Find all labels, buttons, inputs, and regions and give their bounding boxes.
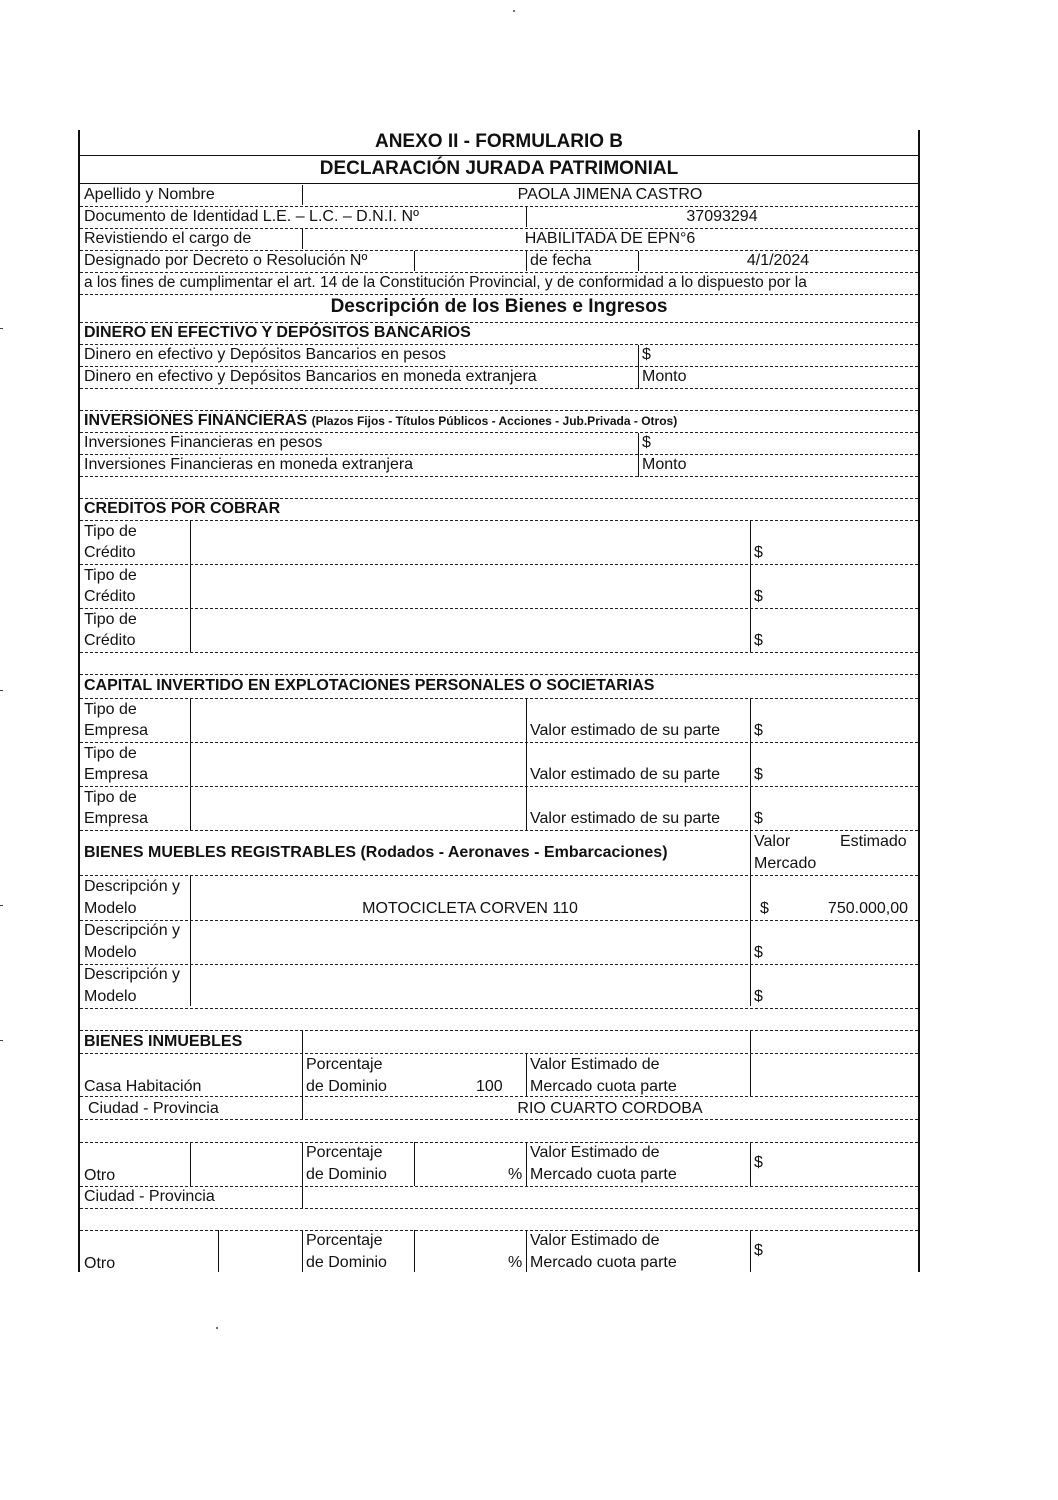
divider [638, 345, 639, 389]
legal-text: a los fines de cumplimentar el art. 14 de la Constitución Provincial, y de conformidad a lo dispuesto por la [84, 274, 807, 291]
mueble-3-unit: $ [754, 988, 763, 1005]
inmueble-1-ciudad-value: RIO CUARTO CORDOBA [517, 1100, 703, 1117]
divider [80, 964, 918, 965]
scan-speck [216, 1327, 218, 1329]
muebles-col-estimado: Estimado [840, 833, 907, 850]
divider [190, 875, 191, 1006]
divider [80, 1008, 918, 1009]
inmueble-1-pct-label-top: Porcentaje [306, 1056, 383, 1073]
inmueble-1-valor-label-bottom: Mercado cuota parte [530, 1078, 677, 1095]
divider [80, 564, 918, 565]
divider [80, 608, 918, 609]
muebles-section-title: BIENES MUEBLES REGISTRABLES (Rodados - Aeronaves - Embarcaciones) [84, 844, 668, 861]
inversiones-row-extranjera: Inversiones Financieras en moneda extranjera [84, 456, 414, 473]
divider [80, 388, 918, 389]
empresa-3-unit: $ [754, 810, 763, 827]
form-subtitle: DECLARACIÓN JURADA PATRIMONIAL [319, 158, 679, 179]
inmuebles-section-title: BIENES INMUEBLES [84, 1033, 243, 1050]
empresa-1-label-top: Tipo de [84, 701, 137, 718]
divider [190, 698, 191, 830]
divider [190, 1142, 191, 1186]
inversiones-row-pesos: Inversiones Financieras en pesos [84, 434, 323, 451]
divider [80, 1053, 918, 1054]
empresa-3-label-bottom: Empresa [84, 810, 149, 827]
divider [414, 251, 415, 271]
description-title: Descripción de los Bienes e Ingresos [330, 296, 668, 317]
divider [80, 920, 918, 921]
empresa-1-value-label: Valor estimado de su parte [530, 722, 721, 739]
inmueble-1-pct-label-bottom: de Dominio [306, 1078, 387, 1095]
divider [80, 1096, 918, 1097]
inmueble-2-valor-label-bottom: Mercado cuota parte [530, 1166, 677, 1183]
credito-3-label-bottom: Crédito [84, 632, 136, 649]
document-label: Documento de Identidad L.E. – L.C. – D.N.I. Nº [84, 208, 419, 225]
dinero-row-extranjera: Dinero en efectivo y Depósitos Bancarios en moneda extranjera [84, 368, 537, 385]
divider [750, 1230, 751, 1272]
mueble-1-unit: $ [760, 900, 769, 917]
credito-1-label-top: Tipo de [84, 523, 137, 540]
inversiones-title-note: (Plazos Fijos - Títulos Públicos - Acciones - Jub.Privada - Otros) [311, 414, 678, 428]
empresa-1-label-bottom: Empresa [84, 722, 149, 739]
scan-edge-mark [0, 690, 3, 691]
divider [80, 786, 918, 787]
divider [80, 294, 918, 295]
divider [80, 652, 918, 653]
credito-1-label-bottom: Crédito [84, 544, 136, 561]
divider [190, 520, 191, 652]
name-value: PAOLA JIMENA CASTRO [517, 186, 703, 203]
inmueble-3-valor-label-bottom: Mercado cuota parte [530, 1254, 677, 1271]
scan-edge-mark [0, 328, 3, 329]
divider [750, 1142, 751, 1186]
cargo-label: Revistiendo el cargo de [84, 230, 252, 247]
mueble-2-label-bottom: Modelo [84, 944, 137, 961]
mueble-2-unit: $ [754, 944, 763, 961]
divider [302, 1142, 303, 1208]
divider [80, 674, 918, 675]
inmueble-2-ciudad-label: Ciudad - Provincia [84, 1188, 215, 1205]
cargo-value: HABILITADA DE EPN°6 [524, 230, 696, 247]
empresa-2-label-bottom: Empresa [84, 766, 149, 783]
capital-section-title: CAPITAL INVERTIDO EN EXPLOTACIONES PERSONALES O SOCIETARIAS [84, 677, 655, 694]
mueble-2-label-top: Descripción y [84, 922, 181, 939]
name-label: Apellido y Nombre [84, 186, 215, 203]
divider [526, 1230, 527, 1272]
inmueble-1-label: Casa Habitación [84, 1078, 202, 1095]
inversiones-title: INVERSIONES FINANCIERAS [84, 412, 308, 429]
inmueble-3-pct-label-bottom: de Dominio [306, 1254, 387, 1271]
divider [80, 1230, 918, 1231]
fecha-value: 4/1/2024 [746, 252, 810, 269]
inmueble-2-unit: $ [754, 1154, 763, 1171]
divider [414, 1230, 415, 1272]
divider [526, 1142, 527, 1186]
inmueble-2-label: Otro [84, 1167, 116, 1184]
divider [80, 1030, 918, 1031]
scan-speck [513, 10, 515, 12]
divider [80, 1208, 918, 1209]
divider [302, 1230, 303, 1272]
divider [80, 476, 918, 477]
divider [218, 1230, 219, 1272]
dinero-extranjera-unit: Monto [642, 368, 687, 385]
inmueble-2-pct-label-bottom: de Dominio [306, 1166, 387, 1183]
divider [80, 1119, 918, 1120]
divider [638, 433, 639, 477]
form-sheet [78, 130, 920, 1272]
divider [414, 1142, 415, 1186]
credito-2-label-bottom: Crédito [84, 588, 136, 605]
inmueble-3-valor-label-top: Valor Estimado de [530, 1232, 660, 1249]
inmueble-2-pct-label-top: Porcentaje [306, 1144, 383, 1161]
inversiones-pesos-unit: $ [642, 434, 651, 451]
divider [750, 520, 751, 652]
scan-edge-mark [0, 1040, 3, 1041]
dinero-row-pesos: Dinero en efectivo y Depósitos Bancarios en pesos [84, 346, 446, 363]
decreto-label: Designado por Decreto o Resolución Nº [84, 252, 368, 269]
mueble-3-label-bottom: Modelo [84, 988, 137, 1005]
inmueble-3-pct-symbol: % [508, 1254, 523, 1271]
inmueble-2-pct-symbol: % [508, 1166, 523, 1183]
inmueble-1-valor-label-top: Valor Estimado de [530, 1056, 660, 1073]
document-value: 37093294 [686, 208, 758, 225]
divider [526, 698, 527, 830]
inmueble-1-pct-value: 100 [476, 1078, 503, 1095]
divider [80, 520, 918, 521]
dinero-pesos-unit: $ [642, 346, 651, 363]
divider [526, 1053, 527, 1096]
empresa-3-label-top: Tipo de [84, 789, 137, 806]
inversiones-section-title [84, 411, 677, 431]
mueble-1-label-bottom: Modelo [84, 900, 137, 917]
divider [80, 742, 918, 743]
muebles-col-mercado: Mercado [754, 855, 817, 872]
mueble-1-description: MOTOCICLETA CORVEN 110 [362, 900, 578, 917]
credito-2-label-top: Tipo de [84, 567, 137, 584]
empresa-3-value-label: Valor estimado de su parte [530, 810, 721, 827]
empresa-2-unit: $ [754, 766, 763, 783]
divider [80, 875, 918, 876]
mueble-1-label-top: Descripción y [84, 878, 181, 895]
credito-2-unit: $ [754, 588, 763, 605]
divider [80, 183, 918, 184]
inmueble-3-label: Otro [84, 1255, 116, 1272]
divider [302, 1030, 303, 1096]
credito-3-label-top: Tipo de [84, 611, 137, 628]
inmueble-3-pct-label-top: Porcentaje [306, 1232, 383, 1249]
inmueble-2-valor-label-top: Valor Estimado de [530, 1144, 660, 1161]
fecha-label: de fecha [530, 252, 592, 269]
scan-edge-mark [0, 905, 3, 906]
credito-1-unit: $ [754, 544, 763, 561]
mueble-3-label-top: Descripción y [84, 966, 181, 983]
empresa-2-label-top: Tipo de [84, 745, 137, 762]
divider [750, 698, 751, 830]
inmueble-1-ciudad-label: Ciudad - Provincia [88, 1100, 219, 1117]
credito-3-unit: $ [754, 632, 763, 649]
form-title: ANEXO II - FORMULARIO B [374, 131, 624, 152]
divider [80, 155, 918, 156]
muebles-col-valor: Valor [754, 833, 791, 850]
mueble-1-value: 750.000,00 [827, 900, 908, 917]
empresa-2-value-label: Valor estimado de su parte [530, 766, 721, 783]
divider [750, 830, 751, 1006]
inversiones-extranjera-unit: Monto [642, 456, 687, 473]
divider [80, 830, 918, 831]
empresa-1-unit: $ [754, 722, 763, 739]
divider [80, 1142, 918, 1143]
dinero-section-title: DINERO EN EFECTIVO Y DEPÓSITOS BANCARIOS [84, 324, 471, 341]
creditos-section-title: CREDITOS POR COBRAR [84, 500, 281, 517]
divider [80, 698, 918, 699]
divider [750, 1030, 751, 1096]
divider [526, 251, 527, 271]
inmueble-3-unit: $ [754, 1242, 763, 1259]
